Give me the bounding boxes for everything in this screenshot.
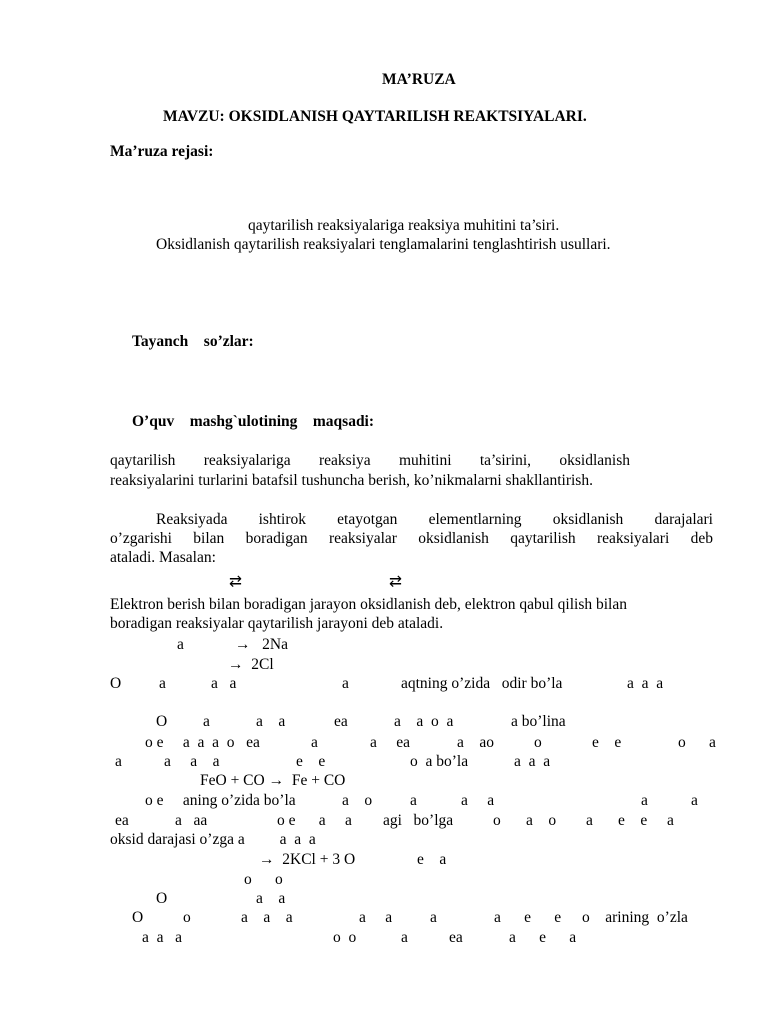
goal-text-line: reaksiyalarini turlarini batafsil tushuncha berish, ko’nikmalarni shakllantirish. bbox=[110, 472, 593, 489]
text-fragment: o bbox=[183, 909, 191, 926]
text-fragment: oksid darajasi o’zga a a a a bbox=[110, 831, 316, 848]
plan-item: Oksidlanish qaytarilish reaksiyalari tenglamalarini tenglashtirish usullari. bbox=[156, 236, 611, 253]
text-fragment: o o bbox=[244, 871, 283, 888]
text-fragment: a bbox=[342, 675, 349, 692]
text-fragment: o e a a bbox=[277, 812, 352, 829]
reaction-fragment: → 2KCl + 3 O bbox=[259, 851, 356, 868]
paragraph-line: Elektron berish bilan boradigan jarayon oksidlanish deb, elektron qabul qilish bilan bbox=[110, 596, 627, 613]
paragraph-line: o’zgarishi bilan boradigan reaksiyalar oksidlanish qaytarilish reaksiyalari deb bbox=[110, 530, 713, 547]
text-fragment: o o bbox=[333, 929, 357, 946]
text-fragment: a bbox=[401, 929, 408, 946]
reaction-fragment: a bbox=[177, 636, 184, 653]
text-fragment: o a bbox=[678, 734, 716, 751]
lecture-subject: MAVZU: OKSIDLANISH QAYTARILISH REAKTSIYALARI. bbox=[163, 108, 587, 125]
text-fragment: a a bbox=[256, 890, 286, 907]
text-fragment: o bbox=[534, 734, 542, 751]
text-fragment: a bbox=[641, 792, 648, 809]
text-fragment: e e bbox=[592, 734, 622, 751]
text-fragment: a e a bbox=[509, 929, 577, 946]
text-fragment: a bbox=[203, 713, 210, 730]
text-fragment: o e aning o’zida bo’la bbox=[145, 792, 296, 809]
text-fragment: a a bbox=[256, 713, 286, 730]
text-fragment: a a a bbox=[514, 753, 551, 770]
reaction-fragment: → 2Na bbox=[235, 636, 288, 653]
text-fragment: a ea bbox=[370, 734, 411, 751]
text-fragment: a bo’lina bbox=[511, 713, 566, 730]
text-fragment: a a o a bbox=[394, 713, 454, 730]
text-fragment: O bbox=[110, 675, 122, 692]
text-fragment: agi bo’lga bbox=[383, 812, 454, 829]
text-fragment: a bbox=[691, 792, 698, 809]
text-fragment: e e bbox=[296, 753, 326, 770]
text-fragment: a ao bbox=[457, 734, 495, 751]
text-fragment: a a bbox=[359, 909, 393, 926]
text-fragment: a a a bbox=[164, 753, 220, 770]
text-fragment: o a bo’la bbox=[410, 753, 469, 770]
text-fragment: a a a bbox=[142, 929, 183, 946]
text-fragment: o bbox=[493, 812, 501, 829]
text-fragment: aqtning o’zida odir bo’la bbox=[401, 675, 563, 692]
text-fragment: a bbox=[115, 753, 122, 770]
text-fragment: O bbox=[156, 713, 168, 730]
text-fragment: a bbox=[410, 792, 417, 809]
equilibrium-arrow: ⇄ bbox=[229, 573, 242, 590]
paragraph-line: Reaksiyada ishtirok etayotgan elementlarning oksidlanish darajalari bbox=[156, 511, 713, 528]
text-fragment: O bbox=[132, 909, 144, 926]
paragraph-line: boradigan reaksiyalar qaytarilish jarayoni deb ataladi. bbox=[110, 615, 444, 632]
text-fragment: a a bbox=[211, 675, 237, 692]
plan-item: qaytarilish reaksiyalariga reaksiya muhitini ta’siri. bbox=[248, 217, 560, 234]
text-fragment: ea bbox=[449, 929, 463, 946]
text-fragment: a bbox=[430, 909, 437, 926]
equilibrium-arrow: ⇄ bbox=[389, 573, 402, 590]
paragraph-line: ataladi. Masalan: bbox=[110, 549, 216, 566]
text-fragment: ea bbox=[334, 713, 348, 730]
text-fragment: o arining o’zla bbox=[582, 909, 688, 926]
text-fragment: a bbox=[311, 734, 318, 751]
text-fragment: a o bbox=[342, 792, 373, 809]
reaction-equation: FeO + CO → Fe + CO bbox=[200, 772, 346, 789]
text-fragment: a o bbox=[526, 812, 557, 829]
text-fragment: e a bbox=[417, 851, 447, 868]
goal-heading: O’quv mashg`ulotining maqsadi: bbox=[132, 413, 375, 430]
text-fragment: a bbox=[159, 675, 166, 692]
text-fragment: a e e bbox=[494, 909, 562, 926]
text-fragment: a bbox=[667, 812, 674, 829]
text-fragment: a a bbox=[461, 792, 495, 809]
text-fragment: a a a bbox=[627, 675, 664, 692]
text-fragment: e e bbox=[618, 812, 648, 829]
goal-text-line: qaytarilish reaksiyalariga reaksiya muhitini ta’sirini, oksidlanish bbox=[110, 452, 630, 469]
text-fragment: a bbox=[586, 812, 593, 829]
text-fragment: a aa bbox=[175, 812, 208, 829]
keywords-heading: Tayanch so’zlar: bbox=[132, 333, 254, 350]
text-fragment: o e a a a o ea bbox=[145, 734, 260, 751]
reaction-fragment: → 2Cl bbox=[228, 656, 274, 673]
lecture-title: MA’RUZA bbox=[382, 71, 456, 88]
text-fragment: ea bbox=[115, 812, 129, 829]
plan-heading: Ma’ruza rejasi: bbox=[110, 143, 214, 160]
text-fragment: a a a bbox=[241, 909, 293, 926]
text-fragment: O bbox=[156, 890, 168, 907]
